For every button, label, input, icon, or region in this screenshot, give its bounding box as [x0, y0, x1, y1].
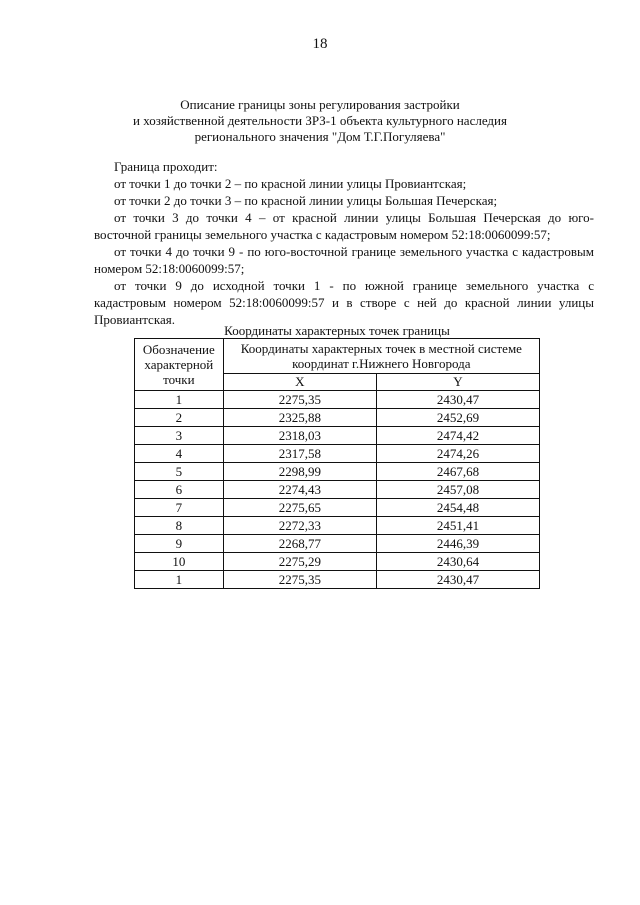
- table-row: [135, 571, 540, 589]
- title-line: Описание границы зоны регулирования застройки: [180, 97, 460, 112]
- header-y: Y: [376, 374, 539, 391]
- cell-y: 2452,69: [376, 409, 539, 427]
- table-row: [135, 445, 540, 463]
- cell-x: 2317,58: [223, 445, 376, 463]
- cell-x: 2268,77: [223, 535, 376, 553]
- cell-point: 1: [135, 391, 224, 409]
- boundary-segment: от точки 4 до точки 9 - по юго-восточной границе земельного участка с кадастровым номером 52:18:0060099:57;: [94, 244, 594, 276]
- cell-y: 2451,41: [376, 517, 539, 535]
- document-title: [100, 97, 540, 145]
- coordinates-table-body: [135, 391, 540, 589]
- title-line: и хозяйственной деятельности ЗРЗ-1 объекта культурного наследия: [133, 113, 507, 128]
- cell-y: 2446,39: [376, 535, 539, 553]
- boundary-segment: от точки 1 до точки 2 – по красной линии улицы Провиантская;: [114, 176, 467, 191]
- cell-y: 2430,47: [376, 571, 539, 589]
- cell-point: 1: [135, 571, 224, 589]
- cell-y: 2454,48: [376, 499, 539, 517]
- cell-point: 3: [135, 427, 224, 445]
- cell-x: 2298,99: [223, 463, 376, 481]
- coordinates-table: [134, 338, 540, 589]
- table-row: [135, 499, 540, 517]
- table-row: [135, 553, 540, 571]
- cell-point: 9: [135, 535, 224, 553]
- header-coordinate-system: Координаты характерных точек в местной системе координат г.Нижнего Новгорода: [223, 339, 539, 374]
- table-row: [135, 409, 540, 427]
- cell-x: 2275,35: [223, 571, 376, 589]
- cell-x: 2325,88: [223, 409, 376, 427]
- table-row: [135, 427, 540, 445]
- cell-point: 6: [135, 481, 224, 499]
- page-number: 18: [312, 36, 328, 52]
- boundary-description: [94, 158, 594, 328]
- cell-point: 2: [135, 409, 224, 427]
- header-point: Обозначение характерной точки: [135, 339, 224, 391]
- cell-x: 2275,29: [223, 553, 376, 571]
- cell-x: 2275,35: [223, 391, 376, 409]
- boundary-segment: от точки 2 до точки 3 – по красной линии улицы Большая Печерская;: [114, 193, 498, 208]
- description-intro: Граница проходит:: [114, 159, 218, 174]
- cell-y: 2474,26: [376, 445, 539, 463]
- cell-point: 8: [135, 517, 224, 535]
- table-row: [135, 463, 540, 481]
- cell-point: 4: [135, 445, 224, 463]
- title-line: регионального значения "Дом Т.Г.Погуляева": [194, 129, 446, 144]
- cell-x: 2272,33: [223, 517, 376, 535]
- cell-y: 2430,47: [376, 391, 539, 409]
- cell-y: 2474,42: [376, 427, 539, 445]
- cell-y: 2457,08: [376, 481, 539, 499]
- boundary-segment: от точки 9 до исходной точки 1 - по южной границе земельного участка с кадастровым номером 52:18:0060099:57 и в створе с ней до красной линии улицы Провиантская.: [94, 278, 594, 327]
- cell-x: 2274,43: [223, 481, 376, 499]
- cell-x: 2318,03: [223, 427, 376, 445]
- header-x: X: [223, 374, 376, 391]
- cell-y: 2467,68: [376, 463, 539, 481]
- cell-point: 10: [135, 553, 224, 571]
- table-row: [135, 391, 540, 409]
- cell-point: 5: [135, 463, 224, 481]
- table-row: [135, 517, 540, 535]
- boundary-segment: от точки 3 до точки 4 – от красной линии улицы Большая Печерская до юго-восточной границы земельного участка с кадастровым номером 52:18:0060099:57;: [94, 210, 594, 242]
- table-caption: Координаты характерных точек границы: [224, 323, 450, 338]
- cell-y: 2430,64: [376, 553, 539, 571]
- cell-x: 2275,65: [223, 499, 376, 517]
- cell-point: 7: [135, 499, 224, 517]
- table-row: [135, 535, 540, 553]
- table-row: [135, 481, 540, 499]
